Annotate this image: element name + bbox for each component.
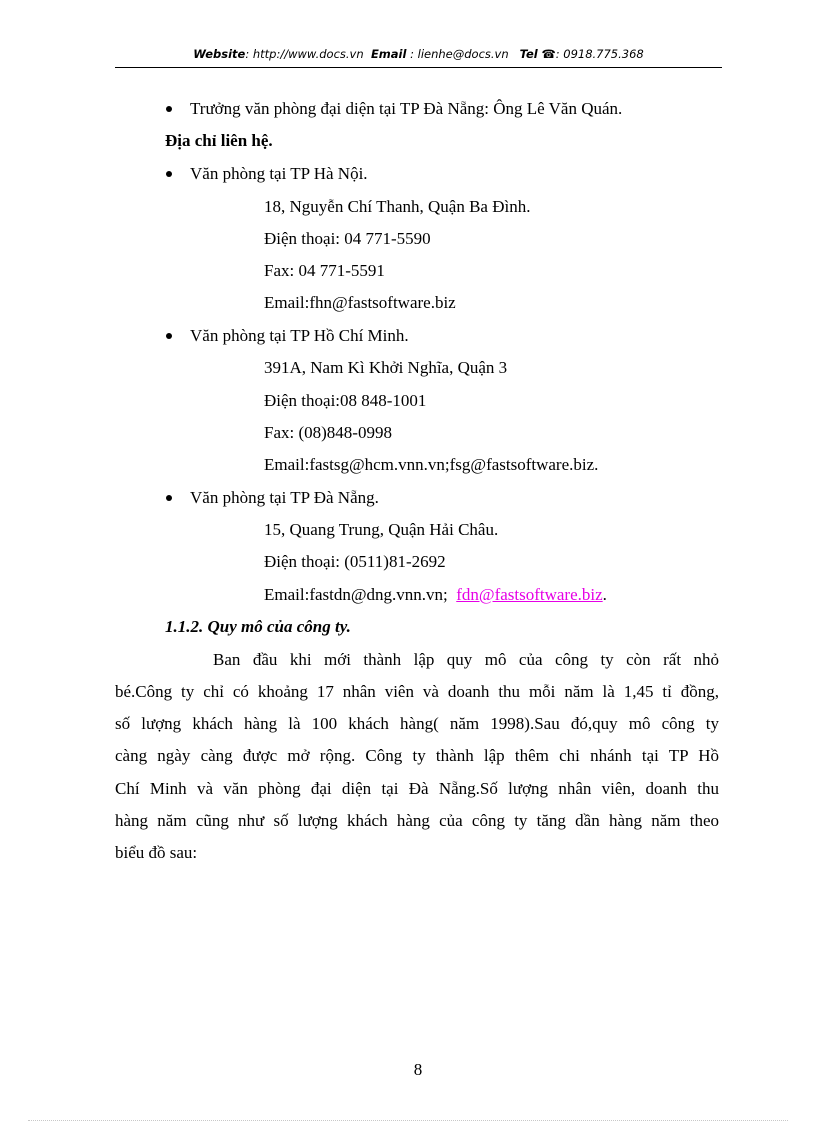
page-number: 8	[413, 1060, 423, 1079]
office-hcm-email: Email:fastsg@hcm.vnn.vn;fsg@fastsoftware.biz.	[264, 455, 599, 474]
paragraph-line: Chí Minh và văn phòng đại diện tại Đà Nẵng.Số lượng nhân viên, doanh thu	[115, 779, 719, 798]
header-divider	[115, 67, 722, 68]
footer-divider	[28, 1120, 788, 1121]
bullet-icon	[166, 171, 172, 177]
office-danang-email-line	[264, 585, 607, 605]
office-hanoi-phone: Điện thoại: 04 771-5590	[264, 229, 431, 248]
bullet-icon	[166, 333, 172, 339]
office-hanoi-address: 18, Nguyễn Chí Thanh, Quận Ba Đình.	[264, 197, 531, 216]
section-heading: 1.1.2. Quy mô của công ty.	[165, 617, 351, 636]
office-hcm-fax: Fax: (08)848-0998	[264, 423, 392, 442]
website-value: : http://www.docs.vn	[245, 47, 364, 61]
office-danang-title: Văn phòng tại TP Đà Nẵng.	[190, 488, 379, 507]
paragraph-line: bé.Công ty chỉ có khoảng 17 nhân viên và doanh thu mỗi năm là 1,45 tỉ đồng,	[115, 682, 719, 701]
email-suffix: .	[602, 585, 607, 604]
office-hcm-address: 391A, Nam Kì Khởi Nghĩa, Quận 3	[264, 358, 508, 377]
office-hanoi-fax: Fax: 04 771-5591	[264, 261, 385, 280]
office-danang-phone: Điện thoại: (0511)81-2692	[264, 552, 446, 571]
bullet-icon	[166, 106, 172, 112]
office-hanoi-email: Email:fhn@fastsoftware.biz	[264, 293, 456, 312]
bullet-icon	[166, 495, 172, 501]
tel-value: : 0918.775.368	[555, 47, 644, 61]
paragraph-line: số lượng khách hàng là 100 khách hàng( năm 1998).Sau đó,quy mô công ty	[115, 714, 719, 733]
phone-icon: ☎	[541, 47, 556, 61]
tel-label: Tel	[519, 47, 538, 61]
website-label: Website	[193, 47, 246, 61]
email-link[interactable]: fdn@fastsoftware.biz	[456, 585, 603, 604]
contact-heading: Địa chỉ liên hệ.	[165, 131, 273, 150]
paragraph-line: càng ngày càng được mở rộng. Công ty thành lập thêm chi nhánh tại TP Hồ	[115, 746, 719, 765]
office-hcm-phone: Điện thoại:08 848-1001	[264, 391, 427, 410]
office-danang-address: 15, Quang Trung, Quận Hải Châu.	[264, 520, 499, 539]
office-hanoi-title: Văn phòng tại TP Hà Nội.	[190, 164, 368, 183]
office-hcm-title: Văn phòng tại TP Hồ Chí Minh.	[190, 326, 409, 345]
paragraph-line: hàng năm cũng như số lượng khách hàng của công ty tăng dần hàng năm theo	[115, 811, 719, 830]
representative-line: Trưởng văn phòng đại diện tại TP Đà Nẵng: Ông Lê Văn Quán.	[190, 99, 623, 118]
page-header	[115, 47, 722, 61]
email-label: Email	[370, 47, 407, 61]
office-danang-email: Email:fastdn@dng.vnn.vn;	[264, 585, 448, 604]
email-value: : lienhe@docs.vn	[410, 47, 509, 61]
paragraph-line: biểu đồ sau:	[115, 843, 198, 862]
paragraph-line: Ban đầu khi mới thành lập quy mô của công ty còn rất nhỏ	[213, 650, 719, 669]
